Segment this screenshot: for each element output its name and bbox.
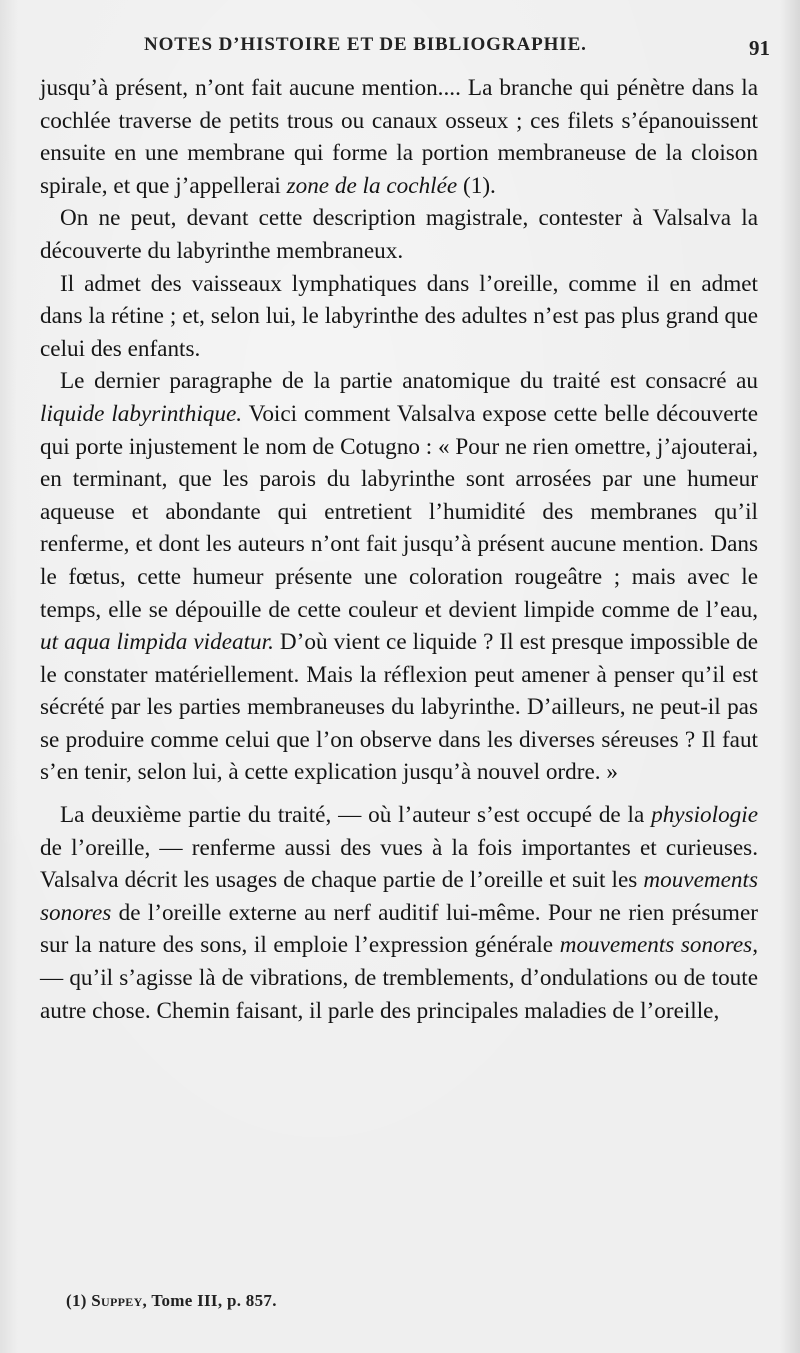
paragraph: Il admet des vaisseaux lymphatiques dans l’oreille, comme il en admet dans la rétine ; et, selon lui, le labyrinthe des adultes n’est pas plus grand que celui des enfants.: [40, 270, 758, 362]
page-number: 91: [749, 36, 770, 60]
italic-term: mouvements sonores,: [559, 932, 758, 959]
italic-term: liquide labyrinthique.: [40, 400, 243, 427]
footnote-author: Suppey,: [91, 1291, 148, 1310]
running-header: [40, 34, 780, 64]
text-run: Voici comment Valsalva expose cette belle découverte qui porte injustement le nom de Cotugno : « Pour ne rien omettre, j’ajouterai, en terminant, que les parois du labyrinthe sont arrosées par une humeur aqueuse et abondante qui entretient l’humidité des membranes qu’il renferme, et dont les auteurs n’ont fait jusqu’à présent aucune mention. Dans le fœtus, cette humeur présente une coloration rougeâtre ; mais avec le temps, elle se dépouille de cette couleur et devient limpide comme de l’eau,: [40, 400, 759, 623]
text-run: Le dernier paragraphe de la partie anatomique du traité est consacré au: [60, 368, 758, 395]
text-run: de l’oreille externe au nerf auditif lui-même. Pour ne rien présumer sur la nature des sons, il emploie l’expression générale: [40, 899, 758, 959]
text-run: de l’oreille, — renferme aussi des vues à la fois importantes et curieuses. Valsalva décrit les usages de chaque partie de l’oreille et suit les: [40, 834, 758, 894]
footnote-marker: (1): [66, 1291, 87, 1310]
text-run: D’où vient ce liquide ? Il est presque impossible de le constater matériellement. Mais la réflexion peut amener à penser qu’il est sécrété par les parties membraneuses du labyrinthe. D’ailleurs, ne peut-il pas se produire comme celui que l’on observe dans les diverses séreuses ? Il faut s’en tenir, selon lui, à cette explication jusqu’à nouvel ordre. »: [40, 629, 758, 786]
body-text: [40, 72, 758, 1027]
italic-quote: ut aqua limpida videatur.: [40, 629, 274, 656]
text-run: (1).: [457, 172, 496, 199]
paragraph: [40, 799, 758, 1027]
paragraph: [40, 72, 758, 202]
running-title: NOTES D’HISTOIRE ET DE BIBLIOGRAPHIE.: [144, 34, 587, 55]
paragraph: On ne peut, devant cette description magistrale, contester à Valsalva la découverte du labyrinthe membraneux.: [40, 205, 758, 264]
text-run: La deuxième partie du traité, — où l’auteur s’est occupé de la: [60, 802, 652, 829]
italic-term: physiologie: [651, 802, 758, 829]
footnote: [66, 1291, 277, 1311]
paragraph: [40, 365, 758, 789]
footnote-reference: Tome III, p. 857.: [151, 1291, 277, 1310]
text-run: jusqu’à présent, n’ont fait aucune mention.... La branche qui pénètre dans la cochlée traverse de petits trous ou canaux osseux ; ces filets s’épanouissent ensuite en une membrane qui forme la portion membraneuse de la cloison spirale, et que j’appellerai: [40, 75, 758, 199]
italic-term: mouvements sonores: [40, 867, 758, 926]
text-run: — qu’il s’agisse là de vibrations, de tremblements, d’ondulations ou de toute autre chose. Chemin faisant, il parle des principales maladies de l’oreille,: [40, 965, 758, 1024]
italic-term: zone de la cochlée: [286, 172, 458, 199]
